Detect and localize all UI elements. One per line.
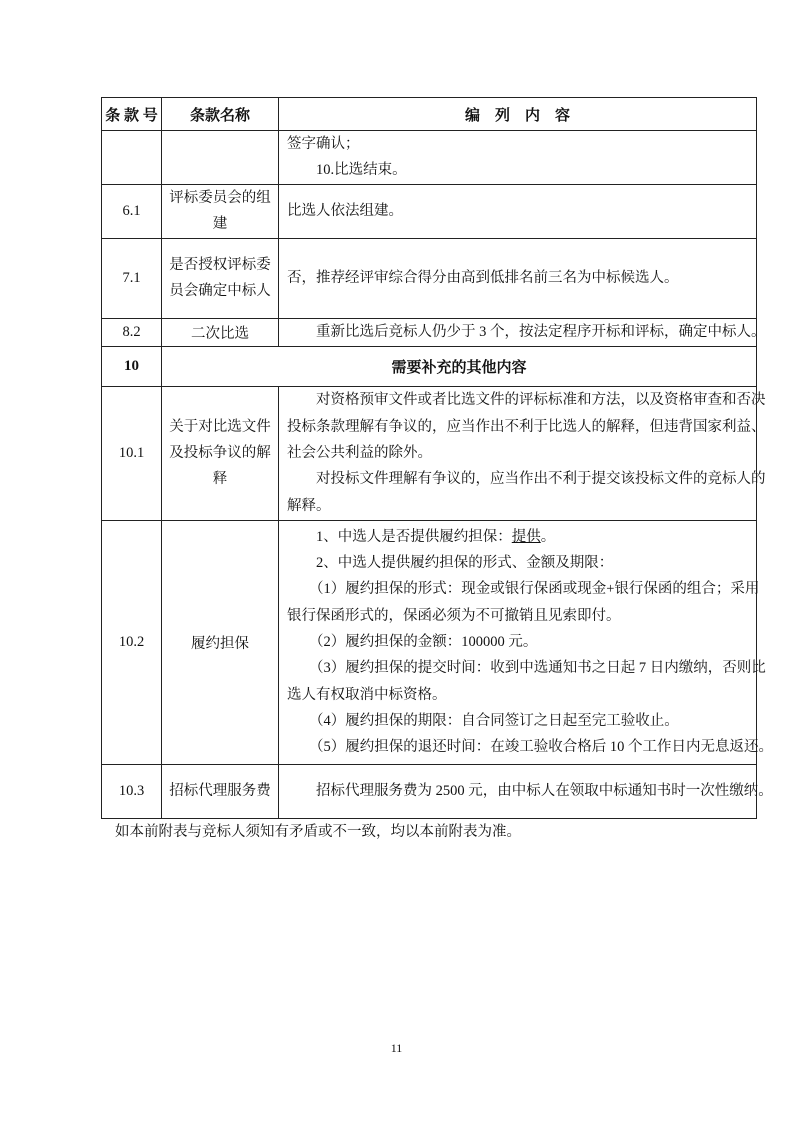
content-line: 对投标文件理解有争议的，应当作出不利于提交该投标文件的竞标人的 — [316, 471, 766, 488]
content-line: 否，推荐经评审综合得分由高到低排名前三名为中标候选人。 — [287, 269, 679, 286]
clause-name: 关于对比选文件及投标争议的解释 — [169, 418, 271, 488]
content-line: 解释。 — [287, 497, 331, 514]
content-line: 银行保函形式的，保函必须为不可撤销且见索即付。 — [287, 607, 621, 624]
content-line: 签字确认； — [287, 136, 360, 152]
table-row — [102, 318, 757, 346]
clause-name: 是否授权评标委员会确定中标人 — [169, 256, 271, 300]
clause-name — [162, 131, 279, 185]
section-no: 10 — [102, 346, 162, 386]
clause-content — [279, 386, 766, 520]
content-line: 1、中选人是否提供履约担保：提供。 — [316, 528, 556, 545]
footnote: 如本前附表与竞标人须知有矛盾或不一致，均以本前附表为准。 — [115, 824, 521, 840]
clause-no: 8.2 — [102, 318, 162, 346]
header-content: 编 列 内 容 — [279, 98, 757, 131]
clause-no — [102, 131, 162, 185]
clause-content — [279, 238, 757, 318]
table-row — [102, 764, 757, 818]
clause-no: 10.3 — [102, 764, 162, 818]
header-clause-no: 条 款 号 — [102, 98, 162, 131]
clause-no: 10.2 — [102, 520, 162, 764]
clause-no: 6.1 — [102, 184, 162, 238]
content-line: 社会公共利益的除外。 — [287, 444, 432, 461]
clause-name: 评标委员会的组建 — [169, 189, 271, 233]
table-header — [102, 98, 757, 131]
clause-content — [279, 131, 757, 185]
table-row — [102, 238, 757, 318]
clause-content — [279, 520, 773, 764]
table-row — [102, 184, 757, 238]
section-title: 需要补充的其他内容 — [162, 346, 757, 386]
content-line: 选人有权取消中标资格。 — [287, 686, 447, 703]
header-clause-name: 条款名称 — [162, 98, 279, 131]
clause-name: 履约担保 — [162, 520, 279, 764]
content-line: 10.比选结束。 — [316, 162, 407, 179]
content-line: （2）履约担保的金额：100000 元。 — [309, 633, 538, 650]
clause-no: 10.1 — [102, 386, 162, 520]
content-line: 投标条款理解有争议的，应当作出不利于比选人的解释，但违背国家利益、 — [287, 418, 766, 435]
clause-no: 7.1 — [102, 238, 162, 318]
content-line: 2、中选人提供履约担保的形式、金额及期限： — [316, 555, 614, 572]
table-row — [102, 386, 757, 520]
table-row — [102, 131, 757, 185]
clause-content — [279, 318, 766, 346]
page-number: 11 — [390, 1041, 403, 1055]
content-line: （3）履约担保的提交时间：收到中选通知书之日起 7 日内缴纳，否则比 — [309, 660, 766, 677]
content-line: 重新比选后竞标人仍少于 3 个，按法定程序开标和评标，确定中标人。 — [316, 323, 766, 340]
content-line: 对资格预审文件或者比选文件的评标标准和方法，以及资格审查和否决 — [316, 392, 766, 409]
content-line: 招标代理服务费为 2500 元，由中标人在领取中标通知书时一次性缴纳。 — [316, 782, 773, 799]
clause-table — [101, 97, 773, 819]
section-row — [102, 346, 757, 386]
content-line: （1）履约担保的形式：现金或银行保函或现金+银行保函的组合；采用 — [309, 581, 760, 598]
underlined-answer: 提供 — [511, 528, 541, 545]
content-line: （5）履约担保的退还时间：在竣工验收合格后 10 个工作日内无息返还。 — [309, 739, 773, 756]
content-line: （4）履约担保的期限：自合同签订之日起至完工验收止。 — [309, 712, 679, 729]
clause-content — [279, 764, 773, 818]
content-line: 比选人依法组建。 — [287, 202, 403, 219]
clause-name: 二次比选 — [162, 318, 279, 346]
clause-content — [279, 184, 757, 238]
clause-name: 招标代理服务费 — [169, 782, 271, 799]
table-row — [102, 520, 757, 764]
